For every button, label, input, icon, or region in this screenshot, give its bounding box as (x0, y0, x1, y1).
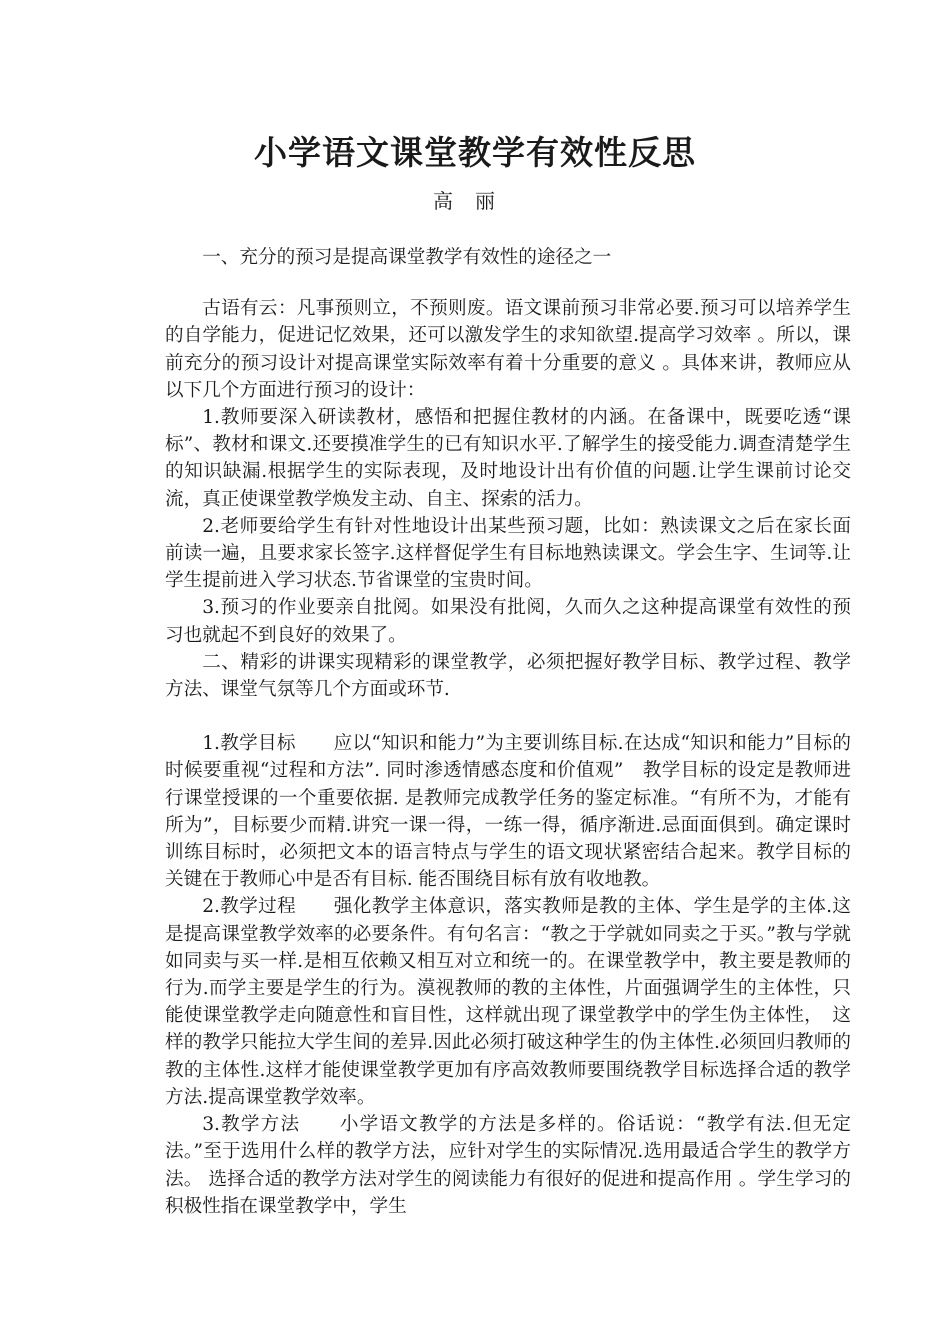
section-heading-1: 一、充分的预习是提高课堂教学有效性的途径之一 (202, 247, 612, 268)
paragraph: 1.教学目标 应以“知识和能力”为主要训练目标.在达成“知识和能力”目标的时候要重视“过程和方法”. 同时渗透情感态度和价值观” 教学目标的设定是教师进行课堂授课的一个重要依据. 是教师完成教学任务的鉴定标准。“有所不为，才能有所为”，目标要少而精.讲究一课一得，一练一得，循序渐进.忌面面俱到。确定课时训练目标时，必须把文本的语言特点与学生的语文现状紧密结合起来。教学目标的关键在于教师心中是否有目标. 能否围绕目标有放有收地教。 (165, 733, 851, 891)
blank-line (165, 703, 851, 730)
paragraph: 3.预习的作业要亲自批阅。如果没有批阅，久而久之这种提高课堂有效性的预习也就起不到良好的效果了。 (165, 597, 851, 646)
paragraph: 2.教学过程 强化教学主体意识，落实教师是教的主体、学生是学的主体.这是提高课堂教学效率的必要条件。有句名言：“教之于学就如同卖之于买。”教与学就如同卖与买一样.是相互依赖又相互对立和统一的。在课堂教学中，教主要是教师的行为.而学主要是学生的行为。漠视教师的教的主体性，片面强调学生的主体性，只能使课堂教学走向随意性和盲目性，这样就出现了课堂教学中的学生伪主体性， 这样的教学只能拉大学生间的差异.因此必须打破这种学生的伪主体性.必须回归教师的教的主体性.这样才能使课堂教学更加有序高效教师要围绕教学目标选择合适的教学方法.提高课堂教学效率。 (165, 896, 851, 1108)
paragraph: 3.教学方法 小学语文教学的方法是多样的。俗话说：“教学有法.但无定法。”至于选用什么样的教学方法，应针对学生的实际情况.选用最适合学生的教学方法。 选择合适的教学方法对学生的阅读能力有很好的促进和提高作用 。学生学习的积极性指在课堂教学中，学生 (165, 1114, 851, 1217)
paragraph: 1.教师要深入研读教材，感悟和把握住教材的内涵。在备课中，既要吃透“课标”、教材和课文.还要摸准学生的已有知识水平.了解学生的接受能力.调查清楚学生的知识缺漏.根据学生的实际表现，及时地设计出有价值的问题.让学生课前讨论交流，真正使课堂教学焕发主动、自主、探索的活力。 (165, 407, 851, 510)
document-author: 高丽 (433, 189, 517, 213)
paragraph: 2.老师要给学生有针对性地设计出某些预习题，比如：熟读课文之后在家长面前读一遍，且要求家长签字.这样督促学生有目标地熟读课文。学会生字、生词等.让学生提前进入学习状态.节省课堂的宝贵时间。 (165, 515, 851, 592)
document-title: 小学语文课堂教学有效性反思 (254, 133, 696, 172)
section-heading-2: 二、精彩的讲课实现精彩的课堂教学，必须把握好教学目标、教学过程、教学方法、课堂气氛等几个方面或环节. (165, 651, 851, 701)
document-body (165, 244, 851, 1220)
paragraph: 古语有云：凡事预则立，不预则废。语文课前预习非常必要.预习可以培养学生的自学能力，促进记忆效果，还可以激发学生的求知欲望.提高学习效率 。所以，课前充分的预习设计对提高课堂实际效率有着十分重要的意义 。具体来讲，教师应从以下几个方面进行预习的设计： (165, 298, 851, 401)
